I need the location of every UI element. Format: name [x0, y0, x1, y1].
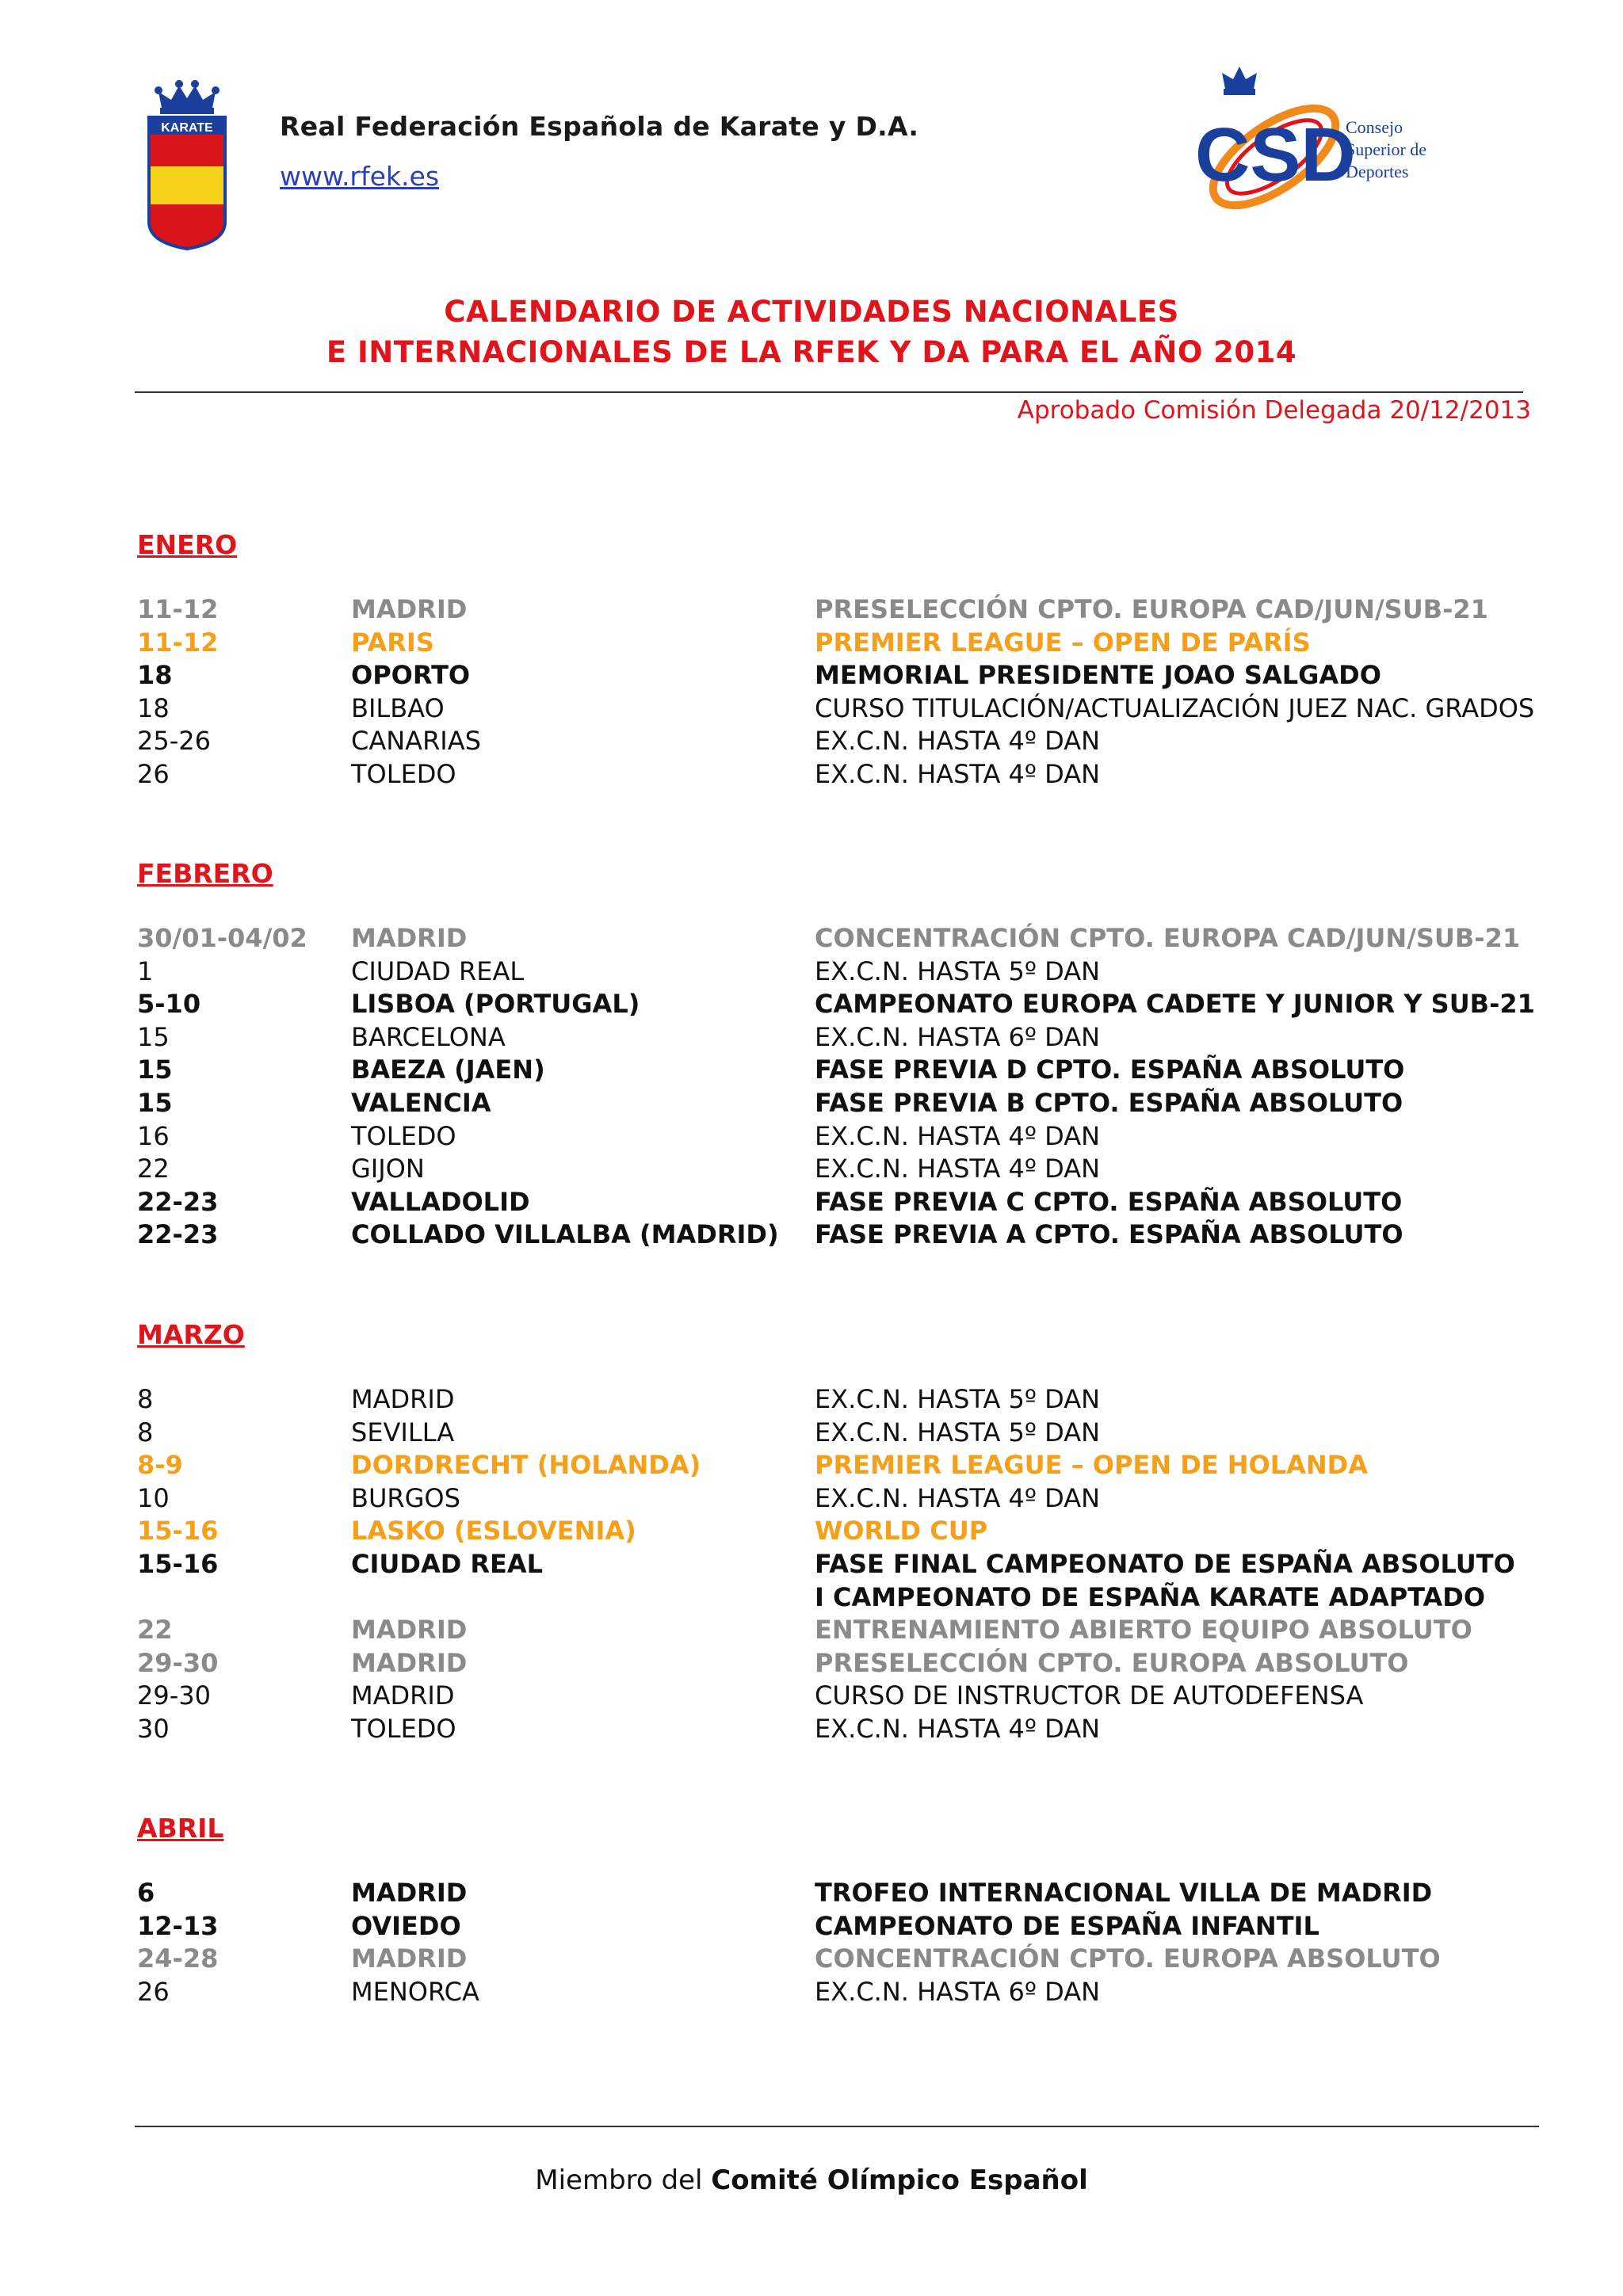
activity-event: EX.C.N. HASTA 4º DAN: [815, 1154, 1101, 1184]
activity-event: TROFEO INTERNACIONAL VILLA DE MADRID: [815, 1878, 1433, 1908]
activity-event: EX.C.N. HASTA 4º DAN: [815, 759, 1101, 789]
activity-location: SEVILLA: [351, 1417, 455, 1447]
activity-event: CURSO DE INSTRUCTOR DE AUTODEFENSA: [815, 1680, 1364, 1711]
activity-event: EX.C.N. HASTA 4º DAN: [815, 1714, 1101, 1744]
activity-date: 1: [137, 955, 154, 986]
crown-icon: [155, 80, 220, 114]
footer: [0, 2164, 1623, 2196]
activity-date: 8-9: [137, 1450, 183, 1481]
activity-event: PREMIER LEAGUE – OPEN DE PARÍS: [815, 627, 1311, 658]
activity-date: 10: [137, 1482, 170, 1513]
karate-federation-logo: [144, 79, 230, 252]
logo-caption-2: Superior de: [1346, 139, 1427, 159]
activity-event: EX.C.N. HASTA 5º DAN: [815, 1417, 1101, 1447]
activity-date: 22: [137, 1154, 170, 1184]
activity-location: CIUDAD REAL: [351, 1549, 544, 1579]
activity-location: TOLEDO: [351, 1714, 456, 1744]
activity-date: 22-23: [137, 1186, 219, 1217]
activity-location: COLLADO VILLALBA (MADRID): [351, 1219, 779, 1250]
title-line-1: CALENDARIO DE ACTIVIDADES NACIONALES: [444, 295, 1179, 329]
footer-olympic-committee: Comité Olímpico Español: [711, 2164, 1088, 2196]
activity-location: MENORCA: [351, 1976, 479, 2007]
organization-name: Real Federación Española de Karate y D.A.: [280, 111, 919, 142]
month-heading-enero: ENERO: [137, 529, 238, 560]
activity-location: BILBAO: [351, 692, 445, 723]
website-link[interactable]: www.rfek.es: [280, 161, 440, 192]
activity-event: ENTRENAMIENTO ABIERTO EQUIPO ABSOLUTO: [815, 1615, 1472, 1646]
activity-location: MADRID: [351, 1647, 468, 1678]
activity-date: 30: [137, 1714, 170, 1744]
activity-event: WORLD CUP: [815, 1516, 988, 1547]
activity-location: MADRID: [351, 1384, 455, 1414]
activity-location: MADRID: [351, 1878, 468, 1908]
activity-event: PRESELECCIÓN CPTO. EUROPA CAD/JUN/SUB-21: [815, 594, 1488, 624]
activity-location: CANARIAS: [351, 726, 481, 757]
activity-date: 11-12: [137, 594, 219, 624]
activity-date: 15-16: [137, 1549, 219, 1579]
activity-event: MEMORIAL PRESIDENTE JOAO SALGADO: [815, 660, 1381, 691]
activity-location: TOLEDO: [351, 1120, 456, 1151]
activity-date: 24-28: [137, 1943, 219, 1974]
activity-event: EX.C.N. HASTA 4º DAN: [815, 726, 1101, 757]
activity-location: VALENCIA: [351, 1088, 491, 1118]
month-heading-febrero: FEBRERO: [137, 858, 273, 889]
activity-event: CAMPEONATO DE ESPAÑA INFANTIL: [815, 1910, 1319, 1941]
activity-date: 22: [137, 1615, 173, 1646]
activity-date: 15: [137, 1021, 170, 1052]
activity-date: 22-23: [137, 1219, 219, 1250]
logo-caption-1: Consejo: [1346, 117, 1403, 137]
month-heading-abril: ABRIL: [137, 1813, 224, 1844]
activity-date: 18: [137, 692, 170, 723]
activity-location: BURGOS: [351, 1482, 460, 1513]
footer-prefix: Miembro del: [535, 2164, 712, 2196]
activity-event: PRESELECCIÓN CPTO. EUROPA ABSOLUTO: [815, 1647, 1409, 1678]
activity-date: 5-10: [137, 989, 201, 1020]
activity-location: MADRID: [351, 1680, 455, 1711]
footer-divider: [135, 2126, 1539, 2127]
activity-location: VALLADOLID: [351, 1186, 530, 1217]
month-heading-marzo: MARZO: [137, 1319, 245, 1350]
activity-location: CIUDAD REAL: [351, 955, 525, 986]
crown-icon: [1222, 67, 1257, 95]
activity-date: 15: [137, 1088, 173, 1118]
activity-event: FASE FINAL CAMPEONATO DE ESPAÑA ABSOLUTO: [815, 1549, 1515, 1579]
activity-date: 8: [137, 1384, 154, 1414]
title-line-2: E INTERNACIONALES DE LA RFEK Y DA PARA EL AÑO 2014: [326, 335, 1297, 369]
activity-event: CAMPEONATO EUROPA CADETE Y JUNIOR Y SUB-21: [815, 989, 1535, 1020]
activity-event: FASE PREVIA A CPTO. ESPAÑA ABSOLUTO: [815, 1219, 1403, 1250]
activity-date: 26: [137, 759, 170, 789]
activity-event: EX.C.N. HASTA 5º DAN: [815, 1384, 1101, 1414]
activity-date: 8: [137, 1417, 154, 1447]
activity-date: 16: [137, 1120, 170, 1151]
activity-location: MADRID: [351, 1943, 468, 1974]
activity-location: DORDRECHT (HOLANDA): [351, 1450, 701, 1481]
activity-date: 11-12: [137, 627, 219, 658]
activity-event: EX.C.N. HASTA 4º DAN: [815, 1482, 1101, 1513]
activity-event: PREMIER LEAGUE – OPEN DE HOLANDA: [815, 1450, 1368, 1481]
activity-event: CONCENTRACIÓN CPTO. EUROPA CAD/JUN/SUB-21: [815, 923, 1521, 953]
activity-date: 15-16: [137, 1516, 219, 1547]
approval-note: Aprobado Comisión Delegada 20/12/2013: [1017, 396, 1531, 425]
activity-location: LISBOA (PORTUGAL): [351, 989, 640, 1020]
activity-date: 26: [137, 1976, 170, 2007]
activity-event: EX.C.N. HASTA 5º DAN: [815, 955, 1101, 986]
activity-event: EX.C.N. HASTA 6º DAN: [815, 1021, 1101, 1052]
activity-event: EX.C.N. HASTA 4º DAN: [815, 1120, 1101, 1151]
activity-event: FASE PREVIA C CPTO. ESPAÑA ABSOLUTO: [815, 1186, 1403, 1217]
activity-date: 12-13: [137, 1910, 219, 1941]
activity-date: 18: [137, 660, 173, 691]
activity-location: MADRID: [351, 923, 468, 953]
activity-location: BARCELONA: [351, 1021, 506, 1052]
activity-event: FASE PREVIA B CPTO. ESPAÑA ABSOLUTO: [815, 1088, 1403, 1118]
activity-location: GIJON: [351, 1154, 425, 1184]
activity-location: PARIS: [351, 627, 434, 658]
activity-date: 15: [137, 1055, 173, 1085]
activity-location: LASKO (ESLOVENIA): [351, 1516, 636, 1547]
activity-event: I CAMPEONATO DE ESPAÑA KARATE ADAPTADO: [815, 1581, 1486, 1612]
activity-date: 6: [137, 1878, 155, 1908]
activity-location: OVIEDO: [351, 1910, 461, 1941]
activity-location: MADRID: [351, 594, 468, 624]
activity-location: OPORTO: [351, 660, 471, 691]
activity-date: 29-30: [137, 1680, 211, 1711]
activity-location: BAEZA (JAEN): [351, 1055, 545, 1085]
activity-date: 30/01-04/02: [137, 923, 307, 953]
activity-event: EX.C.N. HASTA 6º DAN: [815, 1976, 1101, 2007]
logo-csd-text: CSD: [1195, 113, 1356, 197]
logo-caption-3: Deportes: [1346, 162, 1409, 181]
activity-event: FASE PREVIA D CPTO. ESPAÑA ABSOLUTO: [815, 1055, 1405, 1085]
activity-event: CONCENTRACIÓN CPTO. EUROPA ABSOLUTO: [815, 1943, 1441, 1974]
csd-logo: [1187, 54, 1441, 236]
activity-location: TOLEDO: [351, 759, 456, 789]
activity-location: MADRID: [351, 1615, 468, 1646]
activity-event: CURSO TITULACIÓN/ACTUALIZACIÓN JUEZ NAC. GRADOS: [815, 692, 1535, 723]
activity-date: 25-26: [137, 726, 211, 757]
logo-karate-text: KARATE: [161, 121, 213, 135]
header-divider: [135, 391, 1523, 393]
activity-date: 29-30: [137, 1647, 219, 1678]
